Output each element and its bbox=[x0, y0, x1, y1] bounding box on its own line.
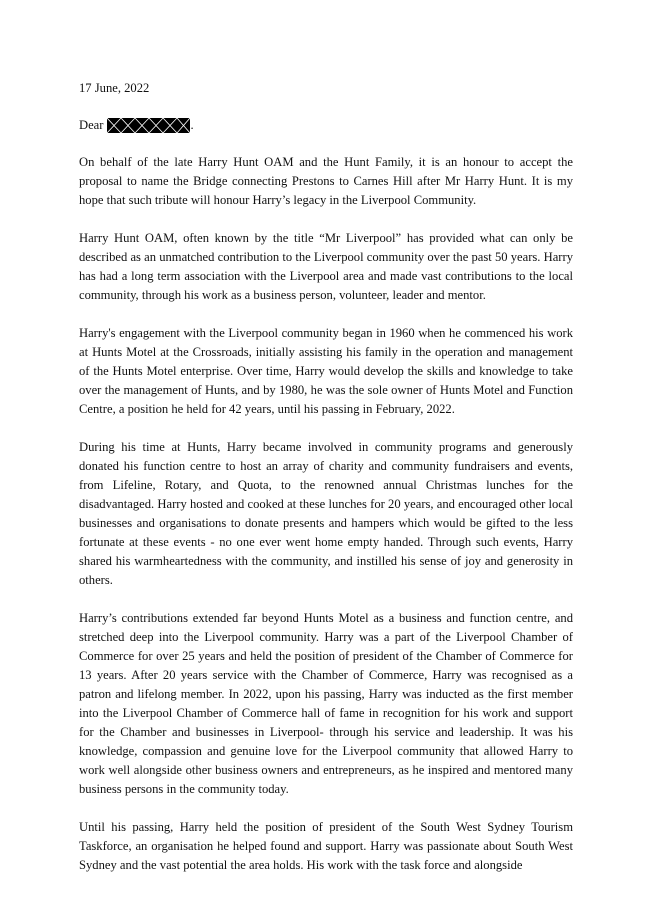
salutation-line bbox=[79, 116, 573, 135]
redaction-cross-pattern bbox=[107, 118, 190, 133]
paragraph-1: On behalf of the late Harry Hunt OAM and the Hunt Family, it is an honour to accept the proposal to name the Bridge connecting Prestons to Carnes Hill after Mr Harry Hunt. It is my hope that such tribute will honour Harry’s legacy in the Liverpool Community. bbox=[79, 155, 573, 207]
salutation-text: Dear bbox=[79, 118, 104, 132]
redacted-name-block bbox=[107, 118, 190, 133]
paragraph-5: Harry’s contributions extended far beyond Hunts Motel as a business and function centre, and stretched deep into the Liverpool community. Harry was a part of the Liverpool Chamber of Commerce for over 25 years and held the position of president of the Chamber of Commerce for 13 years. After 20 years service with the Chamber of Commerce, Harry was recognised as a patron and lifelong member. In 2022, upon his passing, Harry was inducted as the first member into the Liverpool Chamber of Commerce hall of fame in recognition for his work and support for the Chamber and businesses in Liverpool- through his service and leadership. It was his knowledge, compassion and genuine love for the Liverpool community that allowed Harry to work well alongside other business owners and entrepreneurs, as he inspired and mentored many business persons in the community today. bbox=[79, 611, 573, 796]
salutation-period: . bbox=[190, 118, 194, 132]
paragraph-4: During his time at Hunts, Harry became involved in community programs and generously donated his function centre to host an array of charity and community fundraisers and events, from Lifeline, Rotary, and Quota, to the renowned annual Christmas lunches for the disadvantaged. Harry hosted and cooked at these lunches for 20 years, and encouraged other local businesses and organisations to donate presents and hampers which would be gifted to the less fortunate at these events - no one ever went home empty handed. Through such events, Harry shared his warmheartedness with the community, and instilled his sense of joy and generosity in others. bbox=[79, 440, 573, 587]
paragraph-3: Harry's engagement with the Liverpool community began in 1960 when he commenced his work at Hunts Motel at the Crossroads, initially assisting his family in the operation and management of the Hunts Motel enterprise. Over time, Harry would develop the skills and knowledge to take over the management of Hunts, and by 1980, he was the sole owner of Hunts Motel and Function Centre, a position he held for 42 years, until his passing in February, 2022. bbox=[79, 326, 573, 416]
letter-date: 17 June, 2022 bbox=[79, 81, 150, 95]
paragraph-2: Harry Hunt OAM, often known by the title “Mr Liverpool” has provided what can only be described as an unmatched contribution to the Liverpool community over the past 50 years. Harry has had a long term association with the Liverpool area and made vast contributions to the local community, through his work as a business person, volunteer, leader and mentor. bbox=[79, 231, 573, 302]
paragraph-6: Until his passing, Harry held the position of president of the South West Sydney Tourism Taskforce, an organisation he helped found and support. Harry was passionate about South West Sydney and the vast potential the area holds. His work with the task force and alongside bbox=[79, 820, 573, 872]
letter-body bbox=[79, 79, 573, 875]
